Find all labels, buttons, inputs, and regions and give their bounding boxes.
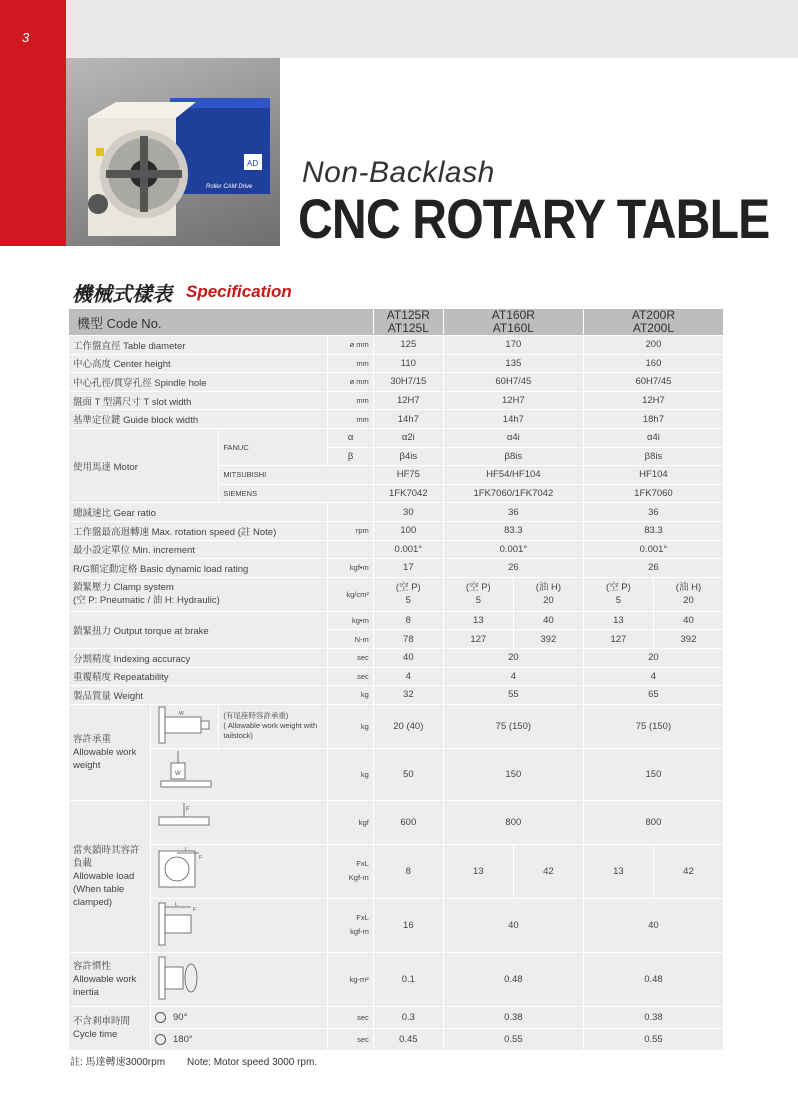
product-subtitle: Non-Backlash bbox=[302, 156, 495, 189]
table-row bbox=[69, 1006, 724, 1028]
row-unit: mm bbox=[328, 410, 373, 429]
cell: 40 bbox=[373, 648, 443, 667]
table-row bbox=[69, 503, 724, 522]
alpha-symbol: α bbox=[328, 428, 373, 447]
cell: β4is bbox=[373, 447, 443, 466]
table-row bbox=[69, 373, 724, 392]
cell: 50 bbox=[373, 748, 443, 800]
rotate-180-icon bbox=[155, 1034, 166, 1045]
row-unit: mm bbox=[328, 354, 373, 373]
cell: 42 bbox=[513, 844, 583, 898]
cell: 14h7 bbox=[443, 410, 583, 429]
row-unit: ø mm bbox=[328, 373, 373, 392]
cell: 4 bbox=[583, 667, 723, 686]
cell: HF104 bbox=[583, 466, 723, 485]
cell: 1FK7042 bbox=[373, 484, 443, 503]
row-label: 基準定位鍵 Guide block width bbox=[69, 410, 328, 429]
row-label: 最小設定單位 Min. increment bbox=[69, 540, 328, 559]
cell: 65 bbox=[583, 686, 723, 705]
table-row bbox=[69, 1028, 724, 1050]
row-label: R/G額定動定格 Basic dynamic load rating bbox=[69, 559, 328, 578]
cell: 600 bbox=[373, 800, 443, 844]
moment-force-figure bbox=[155, 899, 215, 949]
fig-vertical-load bbox=[151, 748, 328, 800]
cell: 26 bbox=[443, 559, 583, 578]
fig-axial-force bbox=[151, 800, 328, 844]
cell: 160 bbox=[583, 354, 723, 373]
row-unit: kg bbox=[328, 686, 373, 705]
cell: 800 bbox=[443, 800, 583, 844]
cell: 1FK7060 bbox=[583, 484, 723, 503]
row-label: 工作盤直徑 Table diameter bbox=[69, 336, 328, 355]
angle-180: 180° bbox=[151, 1028, 328, 1050]
cell: (油 H) 20 bbox=[653, 577, 723, 611]
row-label: 工作盤最高迴轉速 Max. rotation speed (註 Note) bbox=[69, 521, 328, 540]
fig-moment-force bbox=[151, 898, 328, 952]
row-unit: kg•m bbox=[328, 611, 373, 630]
cell: 800 bbox=[583, 800, 723, 844]
cell: (油 H) 20 bbox=[513, 577, 583, 611]
fig-inertia bbox=[151, 952, 328, 1006]
row-unit: sec bbox=[328, 1006, 373, 1028]
brand-siemens: SIEMENS bbox=[219, 484, 373, 503]
row-unit: kg bbox=[328, 704, 373, 748]
table-row bbox=[69, 391, 724, 410]
table-row bbox=[69, 800, 724, 844]
cell: 30H7/15 bbox=[373, 373, 443, 392]
cell: 0.55 bbox=[443, 1028, 583, 1050]
cell: 20 bbox=[583, 648, 723, 667]
row-label: 不含剎車時間 Cycle time bbox=[69, 1006, 151, 1050]
footnote-en: Note: Motor speed 3000 rpm. bbox=[187, 1057, 318, 1068]
row-label: 容許慣性 Allowable work inertia bbox=[69, 952, 151, 1006]
cell: 170 bbox=[443, 336, 583, 355]
table-row bbox=[69, 667, 724, 686]
svg-text:F: F bbox=[186, 806, 191, 813]
brand-fanuc: FANUC bbox=[219, 428, 328, 465]
cell: α2i bbox=[373, 428, 443, 447]
row-label: 盤面 T 型溝尺寸 T slot width bbox=[69, 391, 328, 410]
svg-text:F: F bbox=[193, 906, 197, 913]
cell: 14h7 bbox=[373, 410, 443, 429]
row-label: 製品質量 Weight bbox=[69, 686, 328, 705]
table-row bbox=[69, 704, 724, 748]
cell: 200 bbox=[583, 336, 723, 355]
cell: 135 bbox=[443, 354, 583, 373]
cell: 12H7 bbox=[373, 391, 443, 410]
cell: 42 bbox=[653, 844, 723, 898]
table-row bbox=[69, 898, 724, 952]
inertia-figure bbox=[155, 953, 215, 1003]
cell: 13 bbox=[443, 844, 513, 898]
row-label: 分割精度 Indexing accuracy bbox=[69, 648, 328, 667]
cell: 0.48 bbox=[583, 952, 723, 1006]
cell: 17 bbox=[373, 559, 443, 578]
fig-radial-force bbox=[151, 844, 328, 898]
row-unit: ø mm bbox=[328, 336, 373, 355]
cell: 4 bbox=[373, 667, 443, 686]
rotate-90-icon bbox=[155, 1012, 166, 1023]
product-title: CNC ROTARY TABLE bbox=[298, 187, 770, 250]
table-row bbox=[69, 952, 724, 1006]
fig-tailstock bbox=[151, 704, 219, 748]
row-unit: kg/cm² bbox=[328, 577, 373, 611]
row-unit: kgf bbox=[328, 800, 373, 844]
cell: 0.38 bbox=[443, 1006, 583, 1028]
table-row bbox=[69, 686, 724, 705]
table-row bbox=[69, 336, 724, 355]
svg-text:F: F bbox=[199, 854, 203, 861]
cell: 13 bbox=[583, 611, 653, 630]
cell: 30 bbox=[373, 503, 443, 522]
cell: 18h7 bbox=[583, 410, 723, 429]
red-side-tab bbox=[0, 0, 66, 246]
cell: (空 P) 5 bbox=[583, 577, 653, 611]
row-unit: rpm bbox=[328, 521, 373, 540]
cell: 40 bbox=[583, 898, 723, 952]
cell: 60H7/45 bbox=[443, 373, 583, 392]
cell: 40 bbox=[513, 611, 583, 630]
cell: 392 bbox=[513, 630, 583, 649]
page-number: 3 bbox=[22, 30, 30, 45]
cell: 0.45 bbox=[373, 1028, 443, 1050]
cell: 8 bbox=[373, 611, 443, 630]
cell: 75 (150) bbox=[583, 704, 723, 748]
cell: 392 bbox=[653, 630, 723, 649]
cell: 20 bbox=[443, 648, 583, 667]
row-label: 當夾鎖時其容許負載 Allowable load (When table clamped) bbox=[69, 800, 151, 952]
product-photo bbox=[66, 58, 280, 246]
cell: 26 bbox=[583, 559, 723, 578]
spec-title-zh: 機械式樣表 bbox=[72, 284, 172, 306]
model-at160: AT160R AT160L bbox=[443, 309, 583, 336]
cell: 127 bbox=[443, 630, 513, 649]
cell: 13 bbox=[443, 611, 513, 630]
cell: 60H7/45 bbox=[583, 373, 723, 392]
axial-force-figure bbox=[155, 801, 215, 841]
svg-text:L: L bbox=[185, 846, 189, 853]
table-row bbox=[69, 748, 724, 800]
cell: β8is bbox=[443, 447, 583, 466]
logo-text: AD bbox=[247, 159, 259, 168]
row-unit: kgf•m bbox=[328, 559, 373, 578]
cell: 13 bbox=[583, 844, 653, 898]
cell: 8 bbox=[373, 844, 443, 898]
cell: 20 (40) bbox=[373, 704, 443, 748]
cell: α4i bbox=[443, 428, 583, 447]
cell: 16 bbox=[373, 898, 443, 952]
cell: 125 bbox=[373, 336, 443, 355]
svg-text:W: W bbox=[175, 770, 182, 777]
cell: 0.001° bbox=[443, 540, 583, 559]
row-label: 鎖緊壓力 Clamp system (空 P: Pneumatic / 油 H: Hydraulic) bbox=[69, 577, 328, 611]
cell: 0.001° bbox=[583, 540, 723, 559]
row-unit bbox=[328, 503, 373, 522]
row-label: 鎖緊扭力 Output torque at brake bbox=[69, 611, 328, 648]
table-row bbox=[69, 428, 724, 447]
row-label: 重覆精度 Repeatability bbox=[69, 667, 328, 686]
cell: 40 bbox=[443, 898, 583, 952]
cell: 78 bbox=[373, 630, 443, 649]
spec-title-en: Specification bbox=[186, 282, 292, 301]
cell: 0.55 bbox=[583, 1028, 723, 1050]
cell: 83.3 bbox=[583, 521, 723, 540]
allow-note: (有尾座時容許承重) ( Allowable work weight with tailstock) bbox=[219, 704, 328, 748]
footnote-zh: 註: 馬達轉速3000rpm bbox=[70, 1057, 166, 1068]
cell: 0.48 bbox=[443, 952, 583, 1006]
rotary-table-illustration bbox=[66, 58, 280, 246]
table-row bbox=[69, 648, 724, 667]
row-label: 總減速比 Gear ratio bbox=[69, 503, 328, 522]
cell: 32 bbox=[373, 686, 443, 705]
cell: 12H7 bbox=[583, 391, 723, 410]
table-header-row bbox=[69, 309, 724, 336]
cell: 55 bbox=[443, 686, 583, 705]
row-label: 中心孔徑/貫穿孔徑 Spindle hole bbox=[69, 373, 328, 392]
cell: 127 bbox=[583, 630, 653, 649]
cell: 100 bbox=[373, 521, 443, 540]
svg-text:W: W bbox=[179, 710, 185, 717]
row-unit: kg-m² bbox=[328, 952, 373, 1006]
row-unit: N-m bbox=[328, 630, 373, 649]
cell: 83.3 bbox=[443, 521, 583, 540]
table-row bbox=[69, 354, 724, 373]
table-row bbox=[69, 577, 724, 611]
cell: 0.001° bbox=[373, 540, 443, 559]
row-unit: FxL Kgf-m bbox=[328, 844, 373, 898]
cell: 0.38 bbox=[583, 1006, 723, 1028]
brand-mitsubishi: MITSUBISHI bbox=[219, 466, 373, 485]
cell: 4 bbox=[443, 667, 583, 686]
cell: α4i bbox=[583, 428, 723, 447]
roller-cam-badge: Roller CAM Drive bbox=[206, 184, 253, 190]
cell: 150 bbox=[443, 748, 583, 800]
cell: (空 P) 5 bbox=[373, 577, 443, 611]
cell: 1FK7060/1FK7042 bbox=[443, 484, 583, 503]
vertical-load-figure bbox=[155, 749, 215, 797]
row-unit: kg bbox=[328, 748, 373, 800]
header-strip bbox=[66, 0, 798, 58]
cell: 75 (150) bbox=[443, 704, 583, 748]
row-unit: sec bbox=[328, 667, 373, 686]
code-label: 機型 Code No. bbox=[69, 309, 374, 336]
row-unit: sec bbox=[328, 648, 373, 667]
table-row bbox=[69, 540, 724, 559]
row-label: 中心高度 Center height bbox=[69, 354, 328, 373]
radial-force-figure bbox=[155, 845, 215, 895]
cell: β8is bbox=[583, 447, 723, 466]
cell: 40 bbox=[653, 611, 723, 630]
cell: 150 bbox=[583, 748, 723, 800]
cell: 12H7 bbox=[443, 391, 583, 410]
angle-90: 90° bbox=[151, 1006, 328, 1028]
cell: HF75 bbox=[373, 466, 443, 485]
table-row bbox=[69, 559, 724, 578]
cell: 110 bbox=[373, 354, 443, 373]
cell: 0.1 bbox=[373, 952, 443, 1006]
spec-table bbox=[68, 308, 724, 1051]
cell: (空 P) 5 bbox=[443, 577, 513, 611]
row-unit: sec bbox=[328, 1028, 373, 1050]
model-at200: AT200R AT200L bbox=[583, 309, 723, 336]
cell: HF54/HF104 bbox=[443, 466, 583, 485]
tailstock-figure bbox=[155, 705, 211, 745]
cell: 36 bbox=[443, 503, 583, 522]
row-unit bbox=[328, 540, 373, 559]
model-at125: AT125R AT125L bbox=[373, 309, 443, 336]
row-unit: FxL kgf-m bbox=[328, 898, 373, 952]
row-unit: mm bbox=[328, 391, 373, 410]
row-label: 容許承重 Allowable work weight bbox=[69, 704, 151, 800]
beta-symbol: β bbox=[328, 447, 373, 466]
svg-text:L: L bbox=[175, 901, 179, 908]
table-row bbox=[69, 844, 724, 898]
row-label: 使用馬達 Motor bbox=[69, 428, 219, 502]
table-row bbox=[69, 521, 724, 540]
cell: 36 bbox=[583, 503, 723, 522]
footnote bbox=[70, 1053, 317, 1068]
table-row bbox=[69, 410, 724, 429]
cell: 0.3 bbox=[373, 1006, 443, 1028]
table-row bbox=[69, 611, 724, 630]
